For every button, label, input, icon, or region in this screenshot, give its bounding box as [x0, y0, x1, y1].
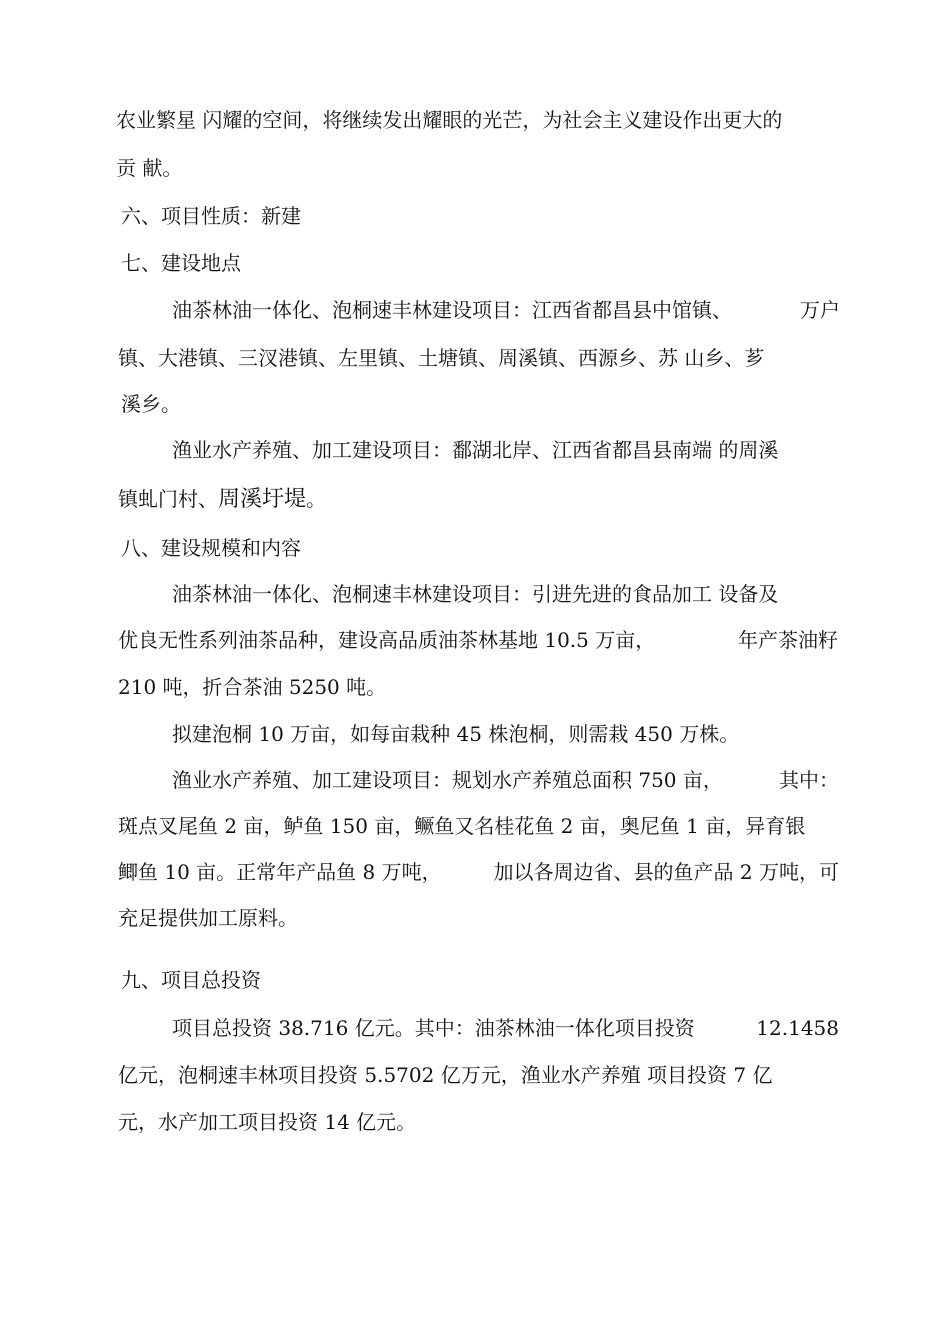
intro-line-1: [116, 108, 839, 132]
section-8-p3-line-4: 充足提供加工原料。: [118, 906, 298, 930]
section-8-p3-line-3-a: 鲫鱼 10 亩。正常年产品鱼 8 万吨，: [118, 860, 442, 884]
section-7-p2-line-2-b: 周溪圩堤: [218, 487, 307, 512]
section-7-p2-line-2-a: 镇虬门村、: [118, 487, 218, 511]
section-9-p1-line-3: 元，水产加工项目投资 14 亿元。: [118, 1110, 417, 1134]
section-8-p3-line-2: 斑点叉尾鱼 2 亩，鲈鱼 150 亩，鳜鱼又名桂花鱼 2 亩，奥尼鱼 1 亩，异育银: [118, 814, 806, 838]
section-7-p1-line-1-a: 油茶林油一体化、泡桐速丰林建设项目：江西省都昌县中馆镇、: [172, 298, 732, 322]
section-9-heading: 九、项目总投资: [121, 968, 261, 992]
section-9-p1-line-1: [172, 1016, 839, 1040]
section-7-p1-line-3: 溪乡。: [121, 392, 181, 416]
section-8-p1-line-2-b: 年产茶油籽: [738, 628, 838, 652]
section-8-heading: 八、建设规模和内容: [121, 536, 301, 560]
section-7-heading: 七、建设地点: [121, 251, 241, 275]
section-8-p1-line-2-a: 优良无性系列油茶品种，建设高品质油茶林基地 10.5 万亩，: [118, 628, 656, 652]
section-7-p1-line-2: 镇、大港镇、三汊港镇、左里镇、土塘镇、周溪镇、西源乡、苏 山乡、芗: [118, 346, 765, 370]
section-8-p1-line-1: 油茶林油一体化、泡桐速丰林建设项目：引进先进的食品加工 设备及: [172, 582, 779, 606]
section-7-p2-line-2: [118, 487, 326, 512]
section-7-p2-line-1: 渔业水产养殖、加工建设项目：鄱湖北岸、江西省都昌县南端 的周溪: [172, 438, 779, 462]
section-8-p2-line-1: 拟建泡桐 10 万亩，如每亩栽种 45 株泡桐，则需栽 450 万株。: [172, 722, 740, 746]
section-9-p1-line-1-a: 项目总投资 38.716 亿元。其中：油茶林油一体化项目投资: [172, 1016, 695, 1040]
section-8-p3-line-1-b: 其中：: [779, 768, 839, 792]
section-8-p3-line-3: [118, 860, 839, 884]
section-9-p1-line-2: 亿元，泡桐速丰林项目投资 5.5702 亿万元，渔业水产养殖 项目投资 7 亿: [118, 1063, 773, 1087]
section-8-p3-line-1: [172, 768, 839, 792]
section-8-p1-line-3: 210 吨，折合茶油 5250 吨。: [118, 675, 387, 699]
section-7-p2-line-2-c: 。: [306, 487, 327, 511]
section-8-p3-line-1-a: 渔业水产养殖、加工建设项目：规划水产养殖总面积 750 亩，: [172, 768, 723, 792]
section-8-p3-line-3-b: 加以各周边省、县的鱼产品 2 万吨，可: [493, 860, 839, 884]
section-7-p1-line-1: [172, 298, 840, 322]
section-7-p1-line-1-b: 万户: [800, 298, 840, 322]
section-6-heading: 六、项目性质：新建: [121, 204, 301, 228]
section-8-p1-line-2: [118, 628, 838, 652]
intro-text-1: 农业繁星 闪耀的空间，将继续发出耀眼的光芒，为社会主义建设作出更大的: [116, 108, 783, 132]
section-9-p1-line-1-b: 12.1458: [756, 1016, 839, 1040]
intro-line-2: 贡 献。: [116, 156, 183, 180]
